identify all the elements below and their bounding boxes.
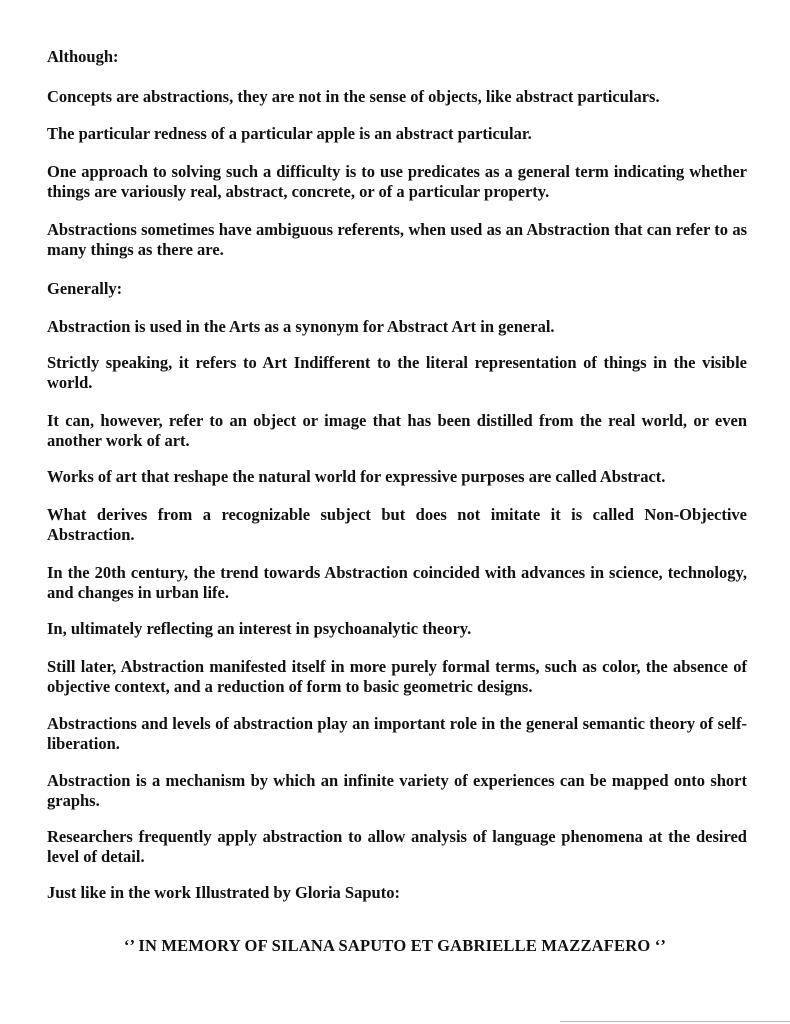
paragraph-concepts: Concepts are abstractions, they are not in the sense of objects, like abstract particulars. xyxy=(47,87,660,106)
paragraph-formal-terms: Still later, Abstraction manifested itself in more purely formal terms, such as color, the absence of objective context, and a reduction of form to basic geometric designs. xyxy=(47,657,747,696)
scan-edge-divider xyxy=(560,1021,790,1022)
memorial-dedication: ‘’ IN MEMORY OF SILANA SAPUTO ET GABRIELLE MAZZAFERO ‘’ xyxy=(123,936,667,955)
paragraph-strictly-speaking: Strictly speaking, it refers to Art Indifferent to the literal representation of things in the visible world. xyxy=(47,353,747,392)
paragraph-20th-century: In the 20th century, the trend towards Abstraction coincided with advances in science, technology, and changes in urban life. xyxy=(47,563,747,602)
paragraph-works-of-art: Works of art that reshape the natural world for expressive purposes are called Abstract. xyxy=(47,467,666,486)
paragraph-predicates: One approach to solving such a difficulty is to use predicates as a general term indicating whether things are variously real, abstract, concrete, or of a particular property. xyxy=(47,162,747,201)
paragraph-ambiguous-referents: Abstractions sometimes have ambiguous referents, when used as an Abstraction that can refer to as many things as there are. xyxy=(47,220,747,259)
paragraph-semantic-theory: Abstractions and levels of abstraction play an important role in the general semantic theory of self-liberation. xyxy=(47,714,747,753)
paragraph-although: Although: xyxy=(47,47,119,66)
paragraph-arts-synonym: Abstraction is used in the Arts as a synonym for Abstract Art in general. xyxy=(47,317,555,336)
paragraph-redness: The particular redness of a particular apple is an abstract particular. xyxy=(47,124,532,143)
paragraph-gloria-saputo: Just like in the work Illustrated by Gloria Saputo: xyxy=(47,883,400,902)
paragraph-psychoanalytic: In, ultimately reflecting an interest in psychoanalytic theory. xyxy=(47,619,472,638)
paragraph-non-objective: What derives from a recognizable subject but does not imitate it is called Non-Objective Abstraction. xyxy=(47,505,747,544)
paragraph-generally: Generally: xyxy=(47,279,123,298)
paragraph-mechanism: Abstraction is a mechanism by which an infinite variety of experiences can be mapped onto short graphs. xyxy=(47,771,747,810)
paragraph-distilled: It can, however, refer to an object or image that has been distilled from the real world, or even another work of art. xyxy=(47,411,747,450)
paragraph-researchers: Researchers frequently apply abstraction to allow analysis of language phenomena at the desired level of detail. xyxy=(47,827,747,866)
